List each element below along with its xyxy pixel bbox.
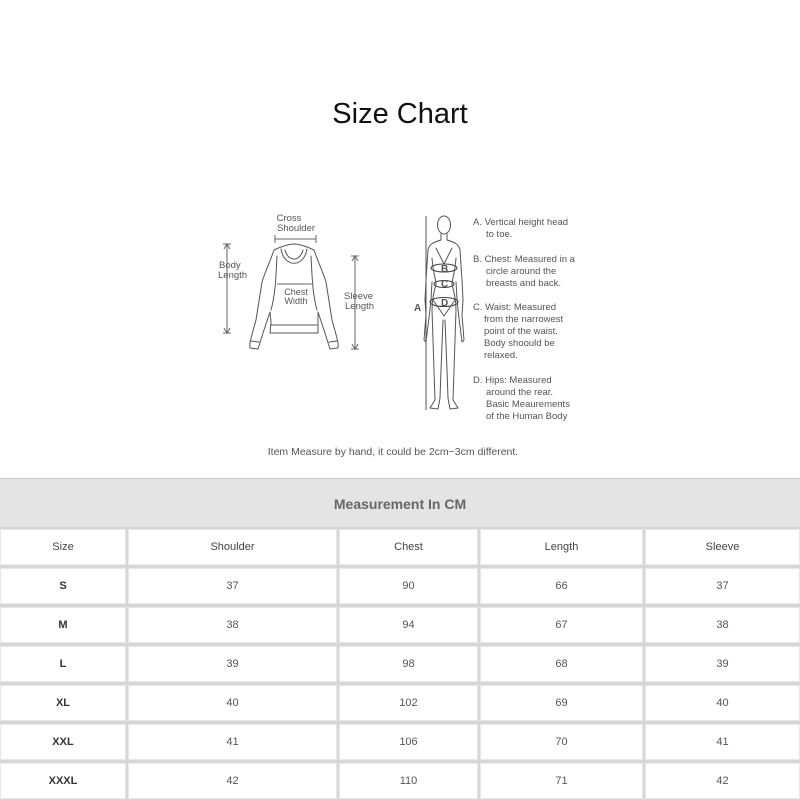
size-table [0, 478, 800, 800]
cell-length: 66 [480, 568, 643, 604]
body-length-label: Length [218, 270, 248, 281]
cell-sleeve: 38 [645, 607, 800, 643]
cell-chest: 90 [339, 568, 478, 604]
header-shoulder: Shoulder [128, 529, 337, 565]
svg-text:to toe.: to toe. [486, 229, 513, 240]
cell-shoulder: 37 [128, 568, 337, 604]
cell-length: 70 [480, 724, 643, 760]
cell-chest: 102 [339, 685, 478, 721]
cell-chest: 106 [339, 724, 478, 760]
cell-shoulder: 40 [128, 685, 337, 721]
svg-text:C. Waist: Measured: C. Waist: Measured [473, 302, 557, 313]
svg-text:Basic Meaurements: Basic Meaurements [486, 399, 570, 410]
svg-text:B. Chest: Measured in a: B. Chest: Measured in a [473, 254, 575, 265]
cell-size: XL [0, 685, 126, 721]
sleeve-length-label: Length [345, 301, 375, 312]
cell-sleeve: 42 [645, 763, 800, 799]
svg-text:of the Human Body: of the Human Body [486, 411, 568, 422]
svg-text:A. Vertical height head: A. Vertical height head [473, 217, 569, 228]
svg-text:circle around the: circle around the [486, 266, 557, 277]
cell-shoulder: 42 [128, 763, 337, 799]
cell-sleeve: 37 [645, 568, 800, 604]
svg-text:point of the waist.: point of the waist. [484, 326, 558, 337]
cross-shoulder-line [275, 235, 316, 243]
sleeve-length-label: Sleeve [344, 291, 374, 302]
cell-chest: 94 [339, 607, 478, 643]
marker-b: B [441, 264, 449, 275]
header-size: Size [0, 529, 126, 565]
cell-size: XXXL [0, 763, 126, 799]
chest-width-label: Chest [284, 287, 308, 297]
cell-shoulder: 38 [128, 607, 337, 643]
cell-length: 67 [480, 607, 643, 643]
cell-chest: 110 [339, 763, 478, 799]
chest-width-label: Width [284, 296, 308, 306]
cell-size: L [0, 646, 126, 682]
marker-a: A [414, 303, 422, 314]
cell-size: S [0, 568, 126, 604]
page-title: Size Chart [332, 98, 468, 130]
cell-sleeve: 41 [645, 724, 800, 760]
cell-size: XXL [0, 724, 126, 760]
header-chest: Chest [339, 529, 478, 565]
cross-shoulder-label: Cross [276, 213, 302, 224]
cell-sleeve: 40 [645, 685, 800, 721]
marker-c: C [441, 279, 449, 290]
marker-d: D [441, 298, 449, 309]
cell-shoulder: 39 [128, 646, 337, 682]
svg-text:Body shoould be: Body shoould be [484, 338, 555, 349]
cell-length: 71 [480, 763, 643, 799]
header-length: Length [480, 529, 643, 565]
body-length-label: Body [219, 260, 241, 271]
measure-disclaimer: Item Measure by hand, it could be 2cm~3cm different. [267, 446, 519, 458]
header-sleeve: Sleeve [645, 529, 800, 565]
svg-text:relaxed.: relaxed. [484, 350, 518, 361]
cell-length: 68 [480, 646, 643, 682]
body-figure-illustration [424, 216, 464, 409]
svg-text:from the narrowest: from the narrowest [484, 314, 564, 325]
cell-chest: 98 [339, 646, 478, 682]
cell-sleeve: 39 [645, 646, 800, 682]
body-length-line [223, 244, 231, 333]
svg-text:D. Hips: Measured: D. Hips: Measured [473, 375, 552, 386]
body-notes [473, 217, 576, 422]
svg-text:breasts and back.: breasts and back. [486, 278, 561, 289]
cell-length: 69 [480, 685, 643, 721]
svg-text:around the rear.: around the rear. [486, 387, 554, 398]
cross-shoulder-label: Shoulder [276, 223, 316, 234]
cell-size: M [0, 607, 126, 643]
table-caption: Measurement In CM [0, 478, 800, 527]
cell-shoulder: 41 [128, 724, 337, 760]
